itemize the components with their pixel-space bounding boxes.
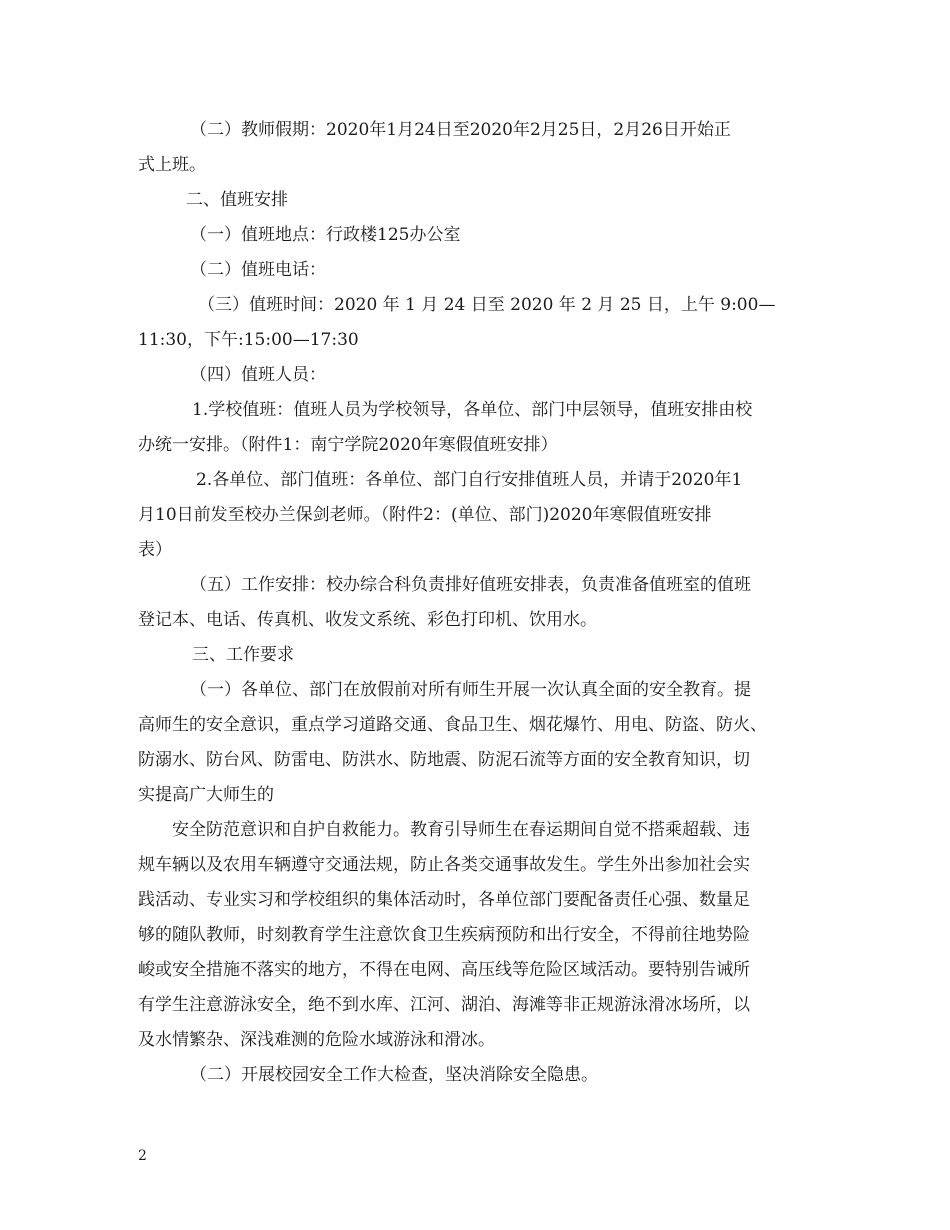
paragraph-line: 有学生注意游泳安全，绝不到水库、江河、湖泊、海滩等非正规游泳滑冰场所，以 (138, 995, 750, 1015)
page-number: 2 (138, 1148, 147, 1164)
paragraph-line: 月10日前发至校办兰保剑老师。（附件2：(单位、部门)2020年寒假值班安排 (138, 505, 712, 525)
paragraph-line: （一）值班地点：行政楼125办公室 (190, 225, 461, 245)
paragraph-line: （二）值班电话： (190, 260, 326, 280)
paragraph-line: 规车辆以及农用车辆遵守交通法规，防止各类交通事故发生。学生外出参加社会实 (138, 855, 750, 875)
paragraph-line: 登记本、电话、传真机、收发文系统、彩色打印机、饮用水。 (138, 610, 597, 630)
paragraph-line: （三）值班时间：2020 年 1 月 24 日至 2020 年 2 月 25 日，上午 9:00— (198, 295, 776, 315)
paragraph-line: 1.学校值班：值班人员为学校领导，各单位、部门中层领导，值班安排由校 (192, 400, 753, 420)
paragraph-line: （一）各单位、部门在放假前对所有师生开展一次认真全面的安全教育。提 (190, 680, 751, 700)
paragraph-line: （二）教师假期：2020年1月24日至2020年2月25日，2月26日开始正 (190, 120, 731, 140)
paragraph-line: 安全防范意识和自护自救能力。教育引导师生在春运期间自觉不搭乘超载、违 (172, 820, 750, 840)
paragraph-line: 及水情繁杂、深浅难测的危险水域游泳和滑冰。 (138, 1030, 495, 1050)
paragraph-line: 够的随队教师，时刻教育学生注意饮食卫生疾病预防和出行安全，不得前往地势险 (138, 925, 750, 945)
paragraph-line: 式上班。 (138, 155, 206, 175)
paragraph-line: 办统一安排。（附件1：南宁学院2020年寒假值班安排） (138, 435, 558, 455)
paragraph-line: 表） (138, 540, 172, 560)
paragraph-line: 实提高广大师生的 (138, 785, 274, 805)
paragraph-line: 11:30，下午:15:00—17:30 (138, 330, 359, 350)
paragraph-line: 防溺水、防台风、防雷电、防洪水、防地震、防泥石流等方面的安全教育知识，切 (138, 750, 750, 770)
paragraph-line: 高师生的安全意识，重点学习道路交通、食品卫生、烟花爆竹、用电、防盗、防火、 (138, 715, 767, 735)
paragraph-line: 峻或安全措施不落实的地方，不得在电网、高压线等危险区域活动。要特别告诫所 (138, 960, 750, 980)
paragraph-line: 践活动、专业实习和学校组织的集体活动时，各单位部门要配备责任心强、数量足 (138, 890, 750, 910)
paragraph-line: （五）工作安排：校办综合科负责排好值班安排表，负责准备值班室的值班 (190, 575, 751, 595)
paragraph-line: （四）值班人员： (190, 365, 326, 385)
paragraph-line: （二）开展校园安全工作大检查，坚决消除安全隐患。 (190, 1065, 598, 1085)
section-heading: 二、值班安排 (186, 190, 288, 210)
section-heading: 三、工作要求 (192, 645, 294, 665)
paragraph-line: 2.各单位、部门值班：各单位、部门自行安排值班人员，并请于2020年1 (196, 470, 743, 490)
